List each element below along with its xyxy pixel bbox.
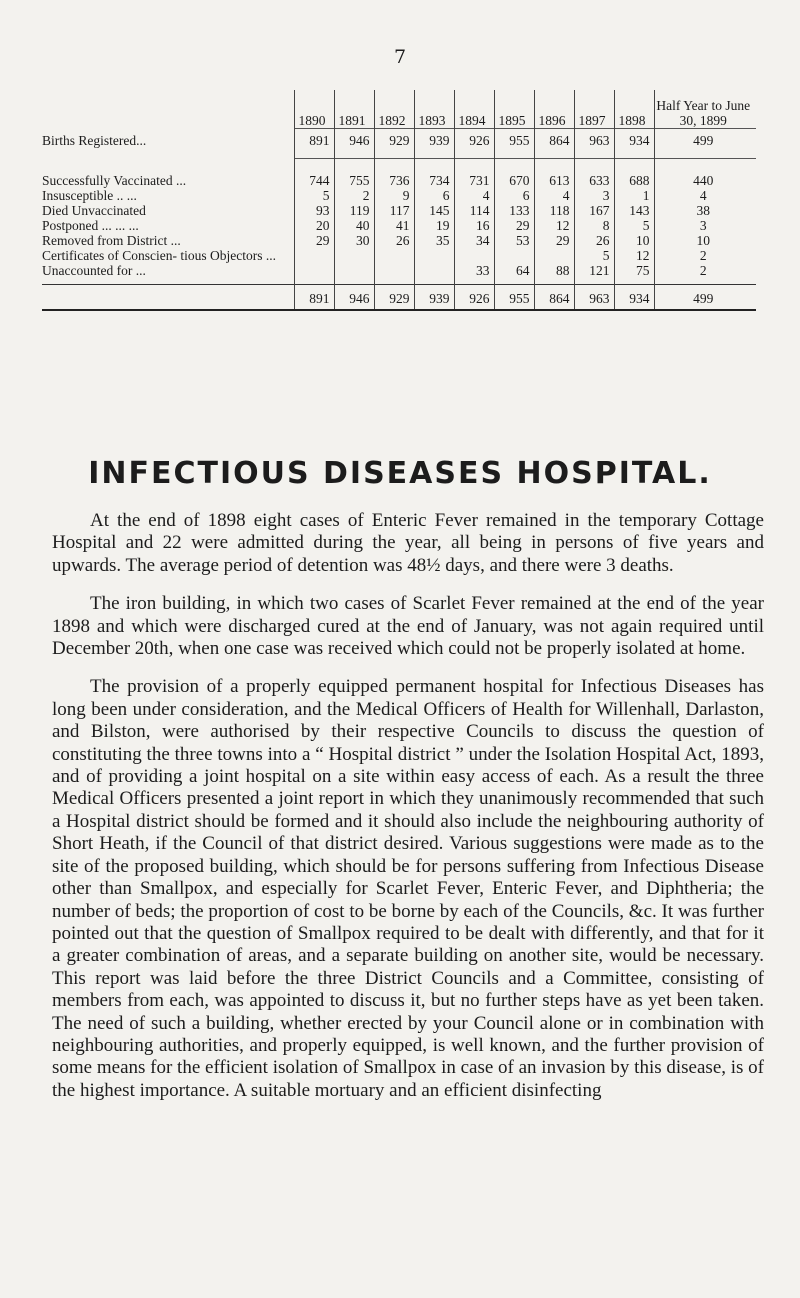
- value-cell: 939: [414, 129, 454, 159]
- value-cell: 30: [334, 233, 374, 248]
- value-cell: 9: [374, 188, 414, 203]
- value-cell: 33: [454, 263, 494, 278]
- value-cell: 29: [494, 218, 534, 233]
- half-year-cell: 499: [654, 285, 756, 311]
- header-label-cell: [42, 90, 294, 129]
- value-cell: 88: [534, 263, 574, 278]
- value-cell: [494, 248, 534, 263]
- totals-row: [42, 285, 756, 311]
- value-cell: 20: [294, 218, 334, 233]
- value-cell: [334, 248, 374, 263]
- half-year-cell: 4: [654, 188, 756, 203]
- table-row: [42, 263, 756, 278]
- value-cell: 41: [374, 218, 414, 233]
- value-cell: 633: [574, 159, 614, 189]
- value-cell: [454, 248, 494, 263]
- value-cell: 167: [574, 203, 614, 218]
- value-cell: 3: [574, 188, 614, 203]
- value-cell: 731: [454, 159, 494, 189]
- table-row: [42, 203, 756, 218]
- value-cell: [374, 248, 414, 263]
- value-cell: 34: [454, 233, 494, 248]
- table-row: [42, 248, 756, 263]
- row-label: Insusceptible .. ...: [42, 188, 137, 203]
- half-year-cell: 2: [654, 248, 756, 263]
- value-cell: 29: [534, 233, 574, 248]
- table-row: [42, 218, 756, 233]
- paragraph: The provision of a properly equipped permanent hospital for Infectious Diseases has long been under consideration, and the Medical Officers of Health for Willenhall, Darlaston, and Bilston, were authorised by their respective Councils to discuss the question of constituting the three towns into a “ Hospital district ” under the Isolation Hospital Act, 1893, and of providing a joint hospital on a site within easy access of each. As a result the three Medical Officers presented a joint report in which they unanimously recommended that such a Hospital district should be formed and it should also include the neighbouring authority of Short Heath, if the Council of that district desired. Various suggestions were made as to the site of the proposed building, which should be for persons suffering from Infectious Disease other than Smallpox, and especially for Scarlet Fever, Enteric Fever, and Diphtheria; the number of beds; the proportion of cost to be borne by each of the Councils, &c. It was further pointed out that the question of Smallpox required to be dealt with differently, and that for it a greater combination of areas, and a separate building on another site, would be necessary. This report was laid before the three District Councils and a Committee, consisting of members from each, was appointed to discuss it, but no further steps have as yet been taken. The need of such a building, whether erected by your Council alone or in combination with neighbouring authorities, and properly equipped, is well known, and the further provision of some means for the efficient isolation of Smallpox in case of an invasion by this disease, is of the highest importance. A suitable mortuary and an efficient disinfecting: [52, 676, 764, 1101]
- table-row: [42, 159, 756, 189]
- value-cell: 864: [534, 129, 574, 159]
- value-cell: 736: [374, 159, 414, 189]
- value-cell: 688: [614, 159, 654, 189]
- year-header: 1896: [534, 90, 574, 129]
- value-cell: 734: [414, 159, 454, 189]
- value-cell: 12: [534, 218, 574, 233]
- year-header: 1890: [294, 90, 334, 129]
- row-label: Removed from District ...: [42, 233, 181, 248]
- value-cell: 8: [574, 218, 614, 233]
- value-cell: 4: [454, 188, 494, 203]
- value-cell: 926: [454, 285, 494, 311]
- value-cell: 891: [294, 129, 334, 159]
- value-cell: 19: [414, 218, 454, 233]
- value-cell: 934: [614, 285, 654, 311]
- year-header: 1893: [414, 90, 454, 129]
- value-cell: 946: [334, 285, 374, 311]
- value-cell: 891: [294, 285, 334, 311]
- half-year-cell: 3: [654, 218, 756, 233]
- value-cell: 35: [414, 233, 454, 248]
- body-text: [52, 510, 764, 1118]
- vaccination-table: [42, 90, 754, 311]
- value-cell: 119: [334, 203, 374, 218]
- value-cell: 2: [334, 188, 374, 203]
- value-cell: 929: [374, 129, 414, 159]
- year-header: 1894: [454, 90, 494, 129]
- row-label: Births Registered...: [42, 133, 147, 148]
- value-cell: 939: [414, 285, 454, 311]
- value-cell: 26: [374, 233, 414, 248]
- half-year-header: Half Year to June 30, 1899: [654, 90, 756, 129]
- value-cell: 16: [454, 218, 494, 233]
- value-cell: 5: [294, 188, 334, 203]
- value-cell: 143: [614, 203, 654, 218]
- section-heading: INFECTIOUS DISEASES HOSPITAL.: [88, 456, 712, 491]
- value-cell: 955: [494, 129, 534, 159]
- value-cell: 64: [494, 263, 534, 278]
- value-cell: 10: [614, 233, 654, 248]
- paragraph: The iron building, in which two cases of Scarlet Fever remained at the end of the year 1898 and which were discharged cured at the end of January, was not again required until December 20th, when one case was received which could not be properly isolated at home.: [52, 593, 764, 660]
- value-cell: [294, 263, 334, 278]
- value-cell: 26: [574, 233, 614, 248]
- value-cell: 955: [494, 285, 534, 311]
- value-cell: 6: [414, 188, 454, 203]
- value-cell: 114: [454, 203, 494, 218]
- row-label: Unaccounted for ...: [42, 263, 146, 278]
- value-cell: 934: [614, 129, 654, 159]
- value-cell: 93: [294, 203, 334, 218]
- row-label: Died Unvaccinated: [42, 203, 146, 218]
- value-cell: 4: [534, 188, 574, 203]
- year-header: 1892: [374, 90, 414, 129]
- half-year-cell: 38: [654, 203, 756, 218]
- births-row: [42, 129, 756, 159]
- value-cell: 5: [614, 218, 654, 233]
- value-cell: [374, 263, 414, 278]
- value-cell: 926: [454, 129, 494, 159]
- table-header-row: [42, 90, 756, 129]
- half-year-cell: 2: [654, 263, 756, 278]
- value-cell: [534, 248, 574, 263]
- paragraph: At the end of 1898 eight cases of Enteric Fever remained in the temporary Cottage Hospital and 22 were admitted during the year, all being in persons of five years and upwards. The average period of detention was 48½ days, and there were 3 deaths.: [52, 510, 764, 576]
- value-cell: 963: [574, 129, 614, 159]
- half-year-cell: 499: [654, 129, 756, 159]
- value-cell: 75: [614, 263, 654, 278]
- value-cell: [414, 248, 454, 263]
- value-cell: 1: [614, 188, 654, 203]
- value-cell: 145: [414, 203, 454, 218]
- row-label: [42, 285, 294, 311]
- value-cell: 613: [534, 159, 574, 189]
- half-year-cell: 10: [654, 233, 756, 248]
- value-cell: 40: [334, 218, 374, 233]
- value-cell: 946: [334, 129, 374, 159]
- value-cell: 929: [374, 285, 414, 311]
- value-cell: 118: [534, 203, 574, 218]
- year-header: 1897: [574, 90, 614, 129]
- value-cell: 963: [574, 285, 614, 311]
- year-header: 1891: [334, 90, 374, 129]
- row-label: Postponed ... ... ...: [42, 218, 139, 233]
- value-cell: 5: [574, 248, 614, 263]
- value-cell: 6: [494, 188, 534, 203]
- value-cell: 744: [294, 159, 334, 189]
- value-cell: 755: [334, 159, 374, 189]
- value-cell: 864: [534, 285, 574, 311]
- table-row: [42, 188, 756, 203]
- value-cell: 121: [574, 263, 614, 278]
- value-cell: 670: [494, 159, 534, 189]
- year-header: 1898: [614, 90, 654, 129]
- value-cell: 12: [614, 248, 654, 263]
- value-cell: [334, 263, 374, 278]
- year-header: 1895: [494, 90, 534, 129]
- value-cell: 29: [294, 233, 334, 248]
- value-cell: 133: [494, 203, 534, 218]
- value-cell: 53: [494, 233, 534, 248]
- half-year-cell: 440: [654, 159, 756, 189]
- row-label: Certificates of Conscien- tious Objectors ...: [42, 248, 276, 263]
- table-row: [42, 233, 756, 248]
- row-label: Successfully Vaccinated ...: [42, 172, 187, 188]
- value-cell: [414, 263, 454, 278]
- value-cell: 117: [374, 203, 414, 218]
- page-number: 7: [393, 46, 407, 68]
- value-cell: [294, 248, 334, 263]
